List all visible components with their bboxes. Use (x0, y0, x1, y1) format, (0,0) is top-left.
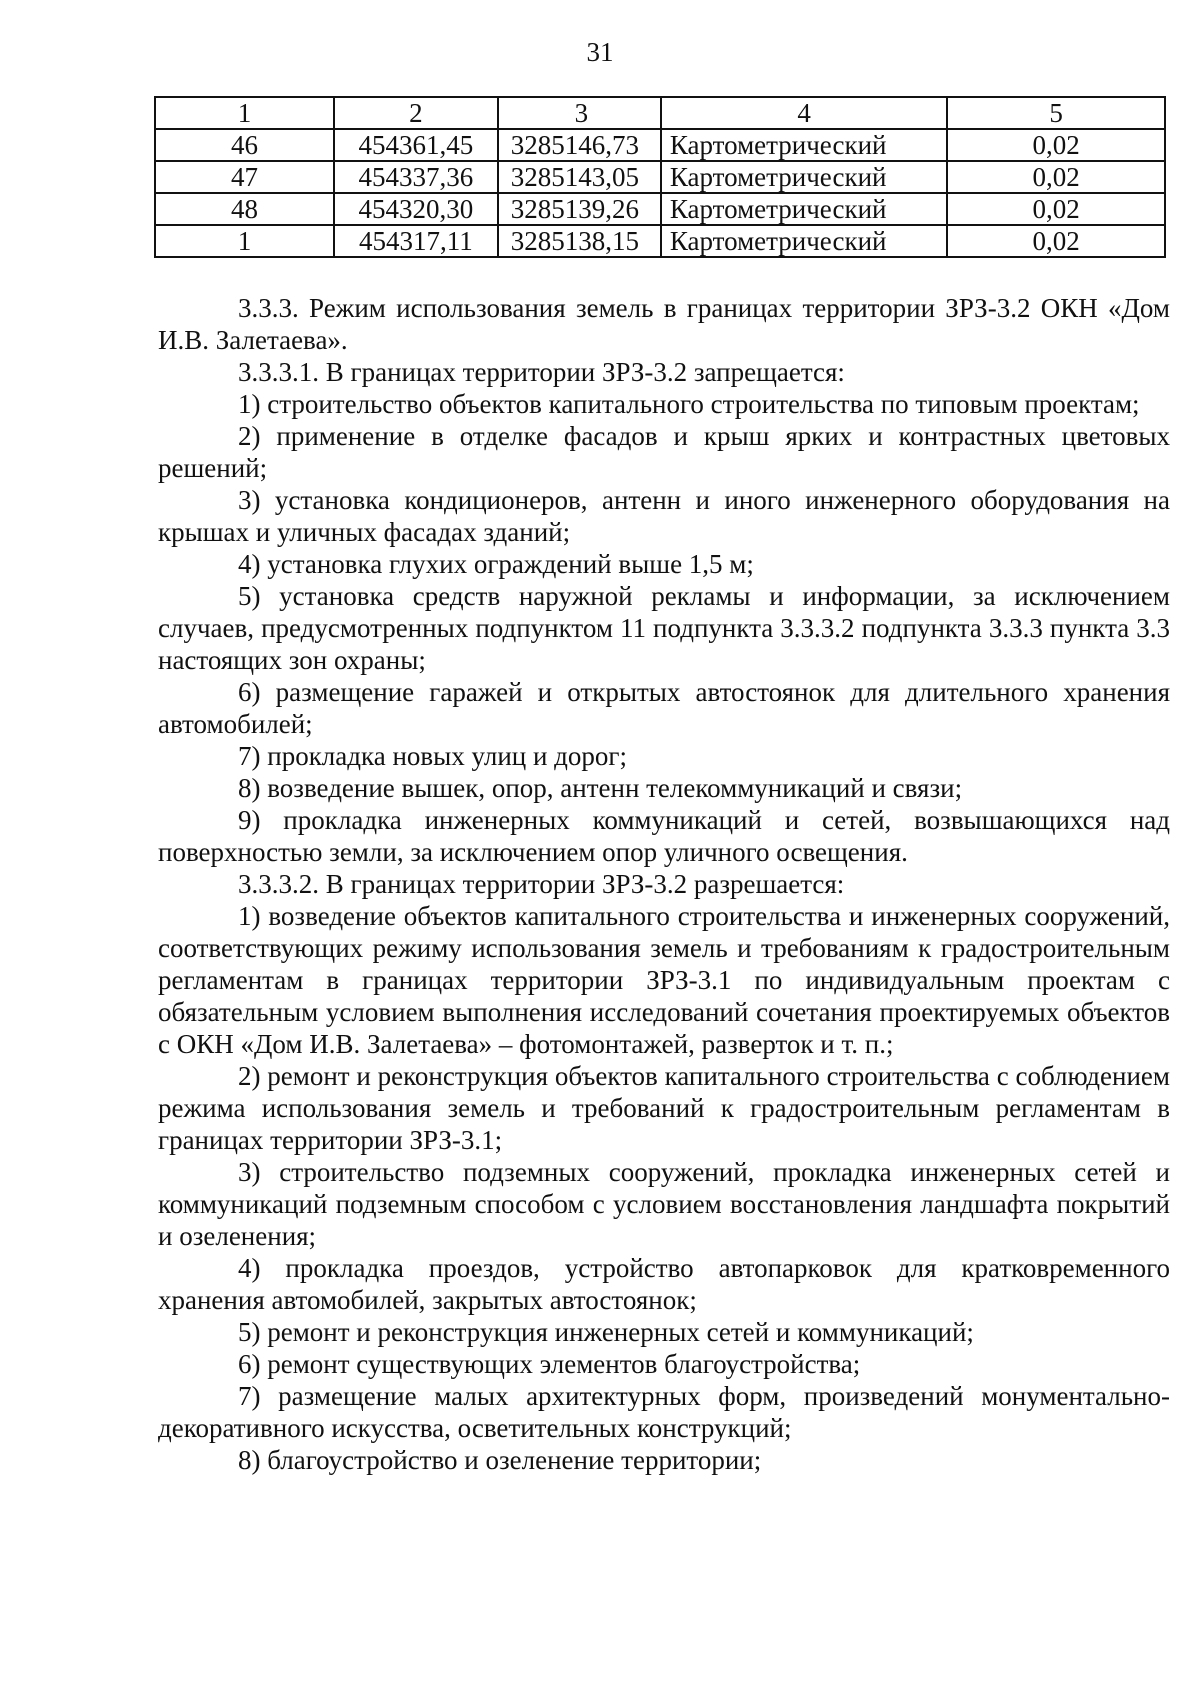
list-item: 6) размещение гаражей и открытых автостоянок для длительного хранения автомобилей; (158, 677, 1170, 739)
point-number-cell: 1 (155, 225, 334, 257)
table-header-cell: 5 (947, 97, 1165, 129)
accuracy-cell: 0,02 (947, 193, 1165, 225)
y-coordinate-cell: 3285138,15 (498, 225, 661, 257)
list-item: 1) возведение объектов капитального строительства и инженерных сооружений, соответствующих режиму использования земель и требованиям к градостроительным регламентам в границах территории ЗРЗ-3.1 по индивидуальным проектам с обязательным условием выполнения исследований сочетания проектируемых объектов с ОКН «Дом И.В. Залетаева» – фотомонтажей, разверток и т. п.; (158, 901, 1170, 1059)
list-item: 3) установка кондиционеров, антенн и иного инженерного оборудования на крышах и уличных фасадах зданий; (158, 485, 1170, 547)
list-item: 6) ремонт существующих элементов благоустройства; (238, 1349, 861, 1379)
list-item: 7) размещение малых архитектурных форм, произведений монументально-декоративного искусства, осветительных конструкций; (158, 1381, 1170, 1443)
list-item: 2) ремонт и реконструкция объектов капитального строительства с соблюдением режима использования земель и требований к градостроительным регламентам в границах территории ЗРЗ-3.1; (158, 1061, 1170, 1155)
coordinates-table (154, 96, 1166, 258)
point-number-cell: 48 (155, 193, 334, 225)
accuracy-cell: 0,02 (947, 225, 1165, 257)
list-item: 8) возведение вышек, опор, антенн телекоммуникаций и связи; (238, 773, 963, 803)
list-item: 7) прокладка новых улиц и дорог; (238, 741, 627, 771)
table-row (155, 161, 1165, 193)
list-item: 3) строительство подземных сооружений, прокладка инженерных сетей и коммуникаций подземным способом с условием восстановления ландшафта покрытий и озеленения; (158, 1157, 1170, 1251)
y-coordinate-cell: 3285139,26 (498, 193, 661, 225)
table-header-cell: 2 (334, 97, 498, 129)
point-number-cell: 46 (155, 129, 334, 161)
table-row (155, 225, 1165, 257)
x-coordinate-cell: 454337,36 (334, 161, 498, 193)
list-item: 5) ремонт и реконструкция инженерных сетей и коммуникаций; (238, 1317, 974, 1347)
table-header-row (155, 97, 1165, 129)
accuracy-cell: 0,02 (947, 161, 1165, 193)
list-item: 9) прокладка инженерных коммуникаций и сетей, возвышающихся над поверхностью земли, за исключением опор уличного освещения. (158, 805, 1170, 867)
y-coordinate-cell: 3285143,05 (498, 161, 661, 193)
list-item: 4) прокладка проездов, устройство автопарковок для кратковременного хранения автомобилей, закрытых автостоянок; (158, 1253, 1170, 1315)
subsection-heading-3-3-3-1: 3.3.3.1. В границах территории ЗРЗ-3.2 запрещается: (238, 357, 845, 387)
method-cell: Картометрический (661, 161, 947, 193)
table-header-cell: 4 (661, 97, 947, 129)
table-header-cell: 3 (498, 97, 661, 129)
table-row (155, 193, 1165, 225)
y-coordinate-cell: 3285146,73 (498, 129, 661, 161)
x-coordinate-cell: 454320,30 (334, 193, 498, 225)
list-item: 2) применение в отделке фасадов и крыш ярких и контрастных цветовых решений; (158, 421, 1170, 483)
x-coordinate-cell: 454317,11 (334, 225, 498, 257)
method-cell: Картометрический (661, 193, 947, 225)
table-header-cell: 1 (155, 97, 334, 129)
list-item: 4) установка глухих ограждений выше 1,5 м; (238, 549, 754, 579)
table-row (155, 129, 1165, 161)
x-coordinate-cell: 454361,45 (334, 129, 498, 161)
body-text (158, 292, 1170, 1476)
method-cell: Картометрический (661, 225, 947, 257)
list-item: 5) установка средств наружной рекламы и информации, за исключением случаев, предусмотренных подпунктом 11 подпункта 3.3.3.2 подпункта 3.3.3 пункта 3.3 настоящих зон охраны; (158, 581, 1170, 675)
accuracy-cell: 0,02 (947, 129, 1165, 161)
list-item: 8) благоустройство и озеленение территории; (238, 1445, 762, 1475)
page-number: 31 (586, 37, 614, 67)
list-item: 1) строительство объектов капитального строительства по типовым проектам; (238, 389, 1140, 419)
section-heading-3-3-3: 3.3.3. Режим использования земель в границах территории ЗРЗ-3.2 ОКН «Дом И.В. Залетаева». (158, 293, 1170, 355)
method-cell: Картометрический (661, 129, 947, 161)
subsection-heading-3-3-3-2: 3.3.3.2. В границах территории ЗРЗ-3.2 разрешается: (238, 869, 845, 899)
point-number-cell: 47 (155, 161, 334, 193)
